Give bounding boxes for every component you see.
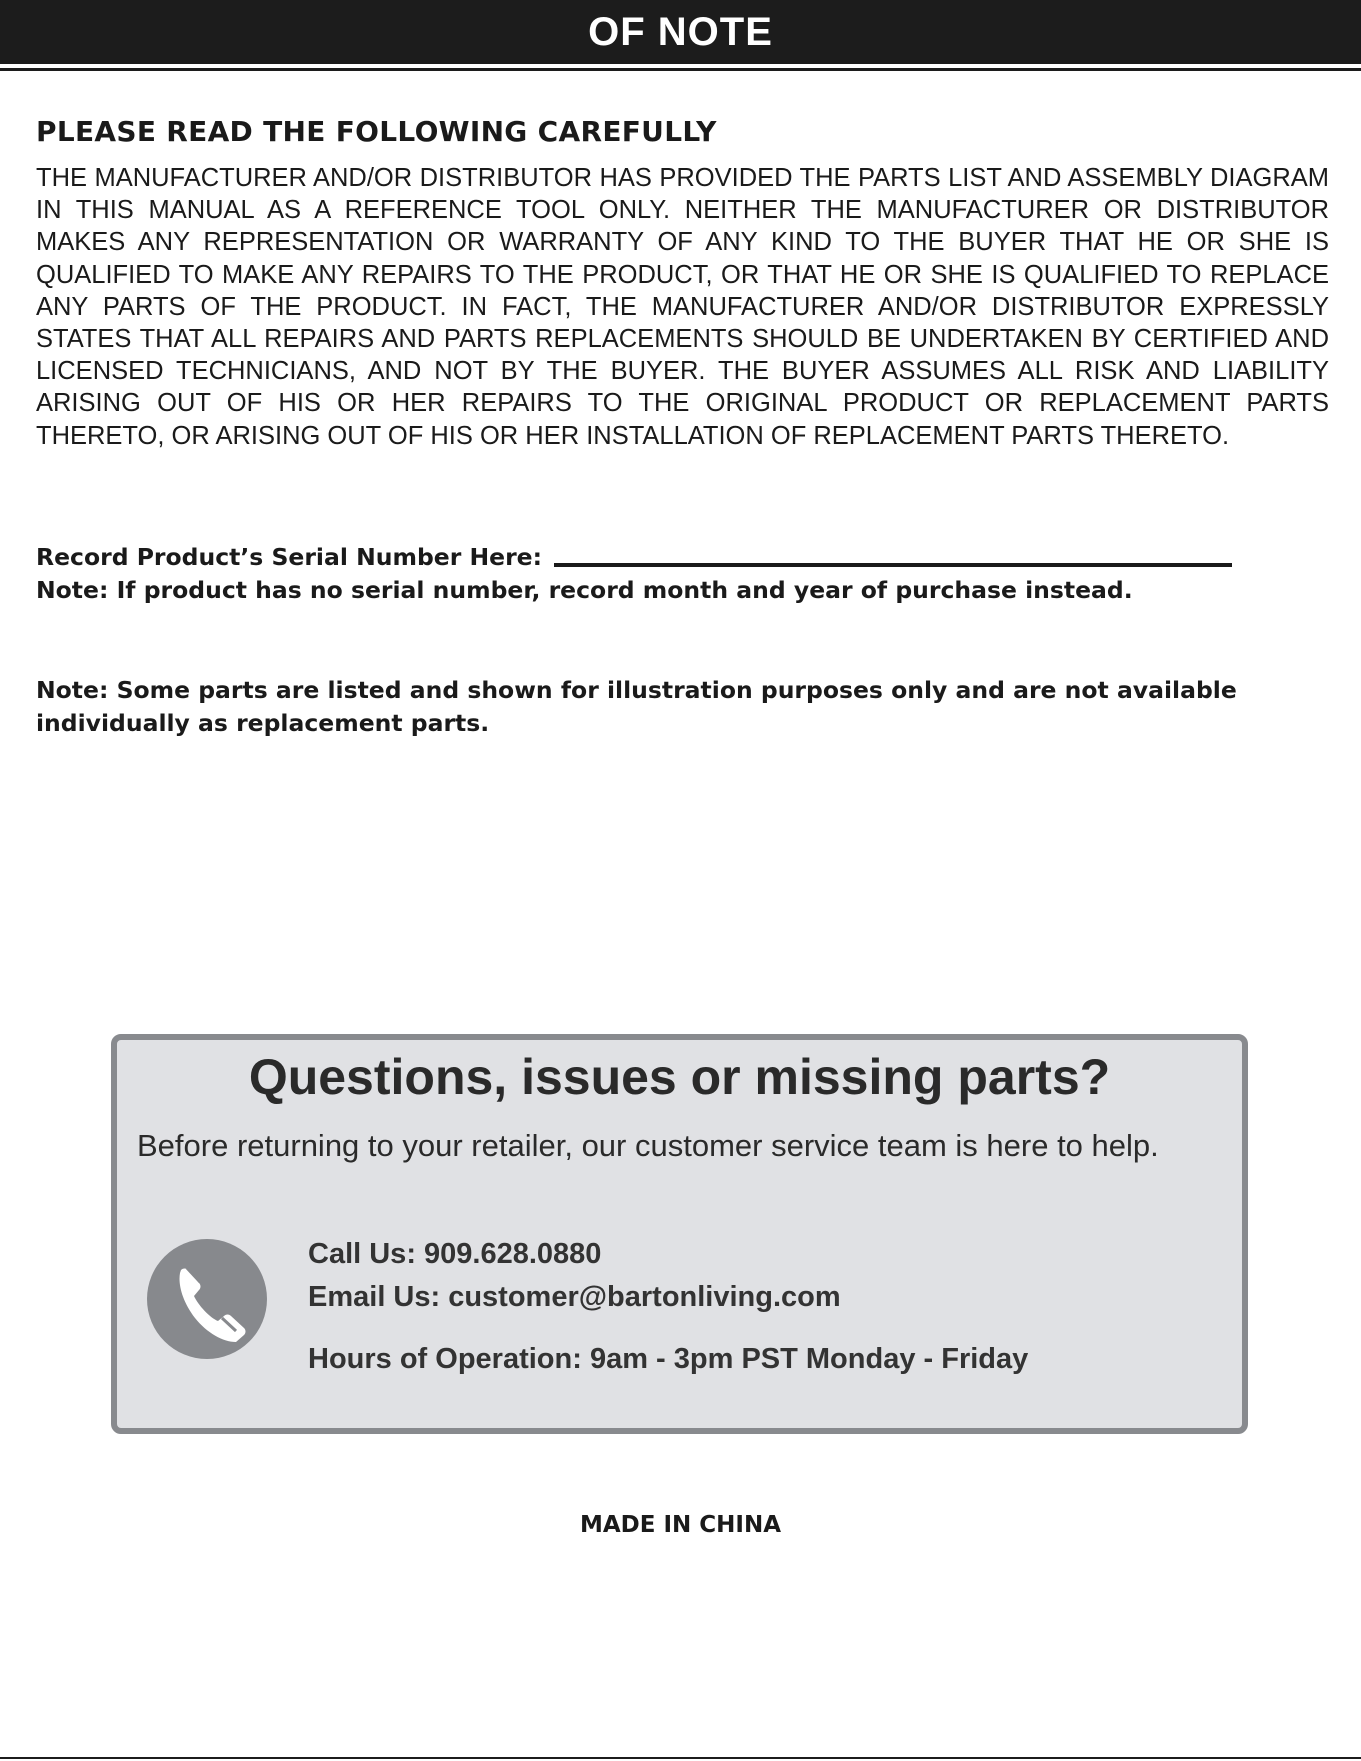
page-title: OF NOTE xyxy=(588,9,773,54)
section-heading: PLEASE READ THE FOLLOWING CAREFULLY xyxy=(36,115,717,148)
header-divider xyxy=(0,68,1361,71)
serial-number-row xyxy=(36,543,1232,571)
serial-number-note: Note: If product has no serial number, record month and year of purchase instead. xyxy=(36,576,1133,604)
help-title: Questions, issues or missing parts? xyxy=(248,1049,1111,1105)
header-bar xyxy=(0,0,1361,64)
serial-number-label: Record Product’s Serial Number Here: xyxy=(36,543,543,571)
made-in-label: MADE IN CHINA xyxy=(579,1512,782,1538)
customer-service-box xyxy=(111,1034,1248,1434)
parts-note: Note: Some parts are listed and shown for illustration purposes only and are not available individually as replacement parts. xyxy=(36,676,1237,737)
phone-icon xyxy=(147,1239,267,1359)
disclaimer-text: THE MANUFACTURER AND/OR DISTRIBUTOR HAS PROVIDED THE PARTS LIST AND ASSEMBLY DIAGRAM IN THIS MANUAL AS A REFERENCE TOOL ONLY. NEITHER THE MANUFACTURER OR DISTRIBUTOR MAKES ANY REPRESENTATION OR WARRANTY OF ANY KIND TO THE BUYER THAT HE OR SHE IS QUALIFIED TO MAKE ANY REPAIRS TO THE PRODUCT, OR THAT HE OR SHE IS QUALIFIED TO REPLACE ANY PARTS OF THE PRODUCT. IN FACT, THE MANUFACTURER AND/OR DISTRIBUTOR EXPRESSLY STATES THAT ALL REPAIRS AND PARTS REPLACEMENTS SHOULD BE UNDERTAKEN BY CERTIFIED AND LICENSED TECHNICIANS, AND NOT BY THE BUYER. THE BUYER ASSUMES ALL RISK AND LIABILITY ARISING OUT OF HIS OR HER REPAIRS TO THE ORIGINAL PRODUCT OR REPLACEMENT PARTS THERETO, OR ARISING OUT OF HIS OR HER INSTALLATION OF REPLACEMENT PARTS THERETO. xyxy=(36,164,1329,450)
footer-divider xyxy=(0,1757,1361,1759)
hours-text: Hours of Operation: 9am - 3pm PST Monday - Friday xyxy=(308,1343,1029,1375)
help-subtitle: Before returning to your retailer, our customer service team is here to help. xyxy=(137,1128,1159,1163)
email-us-text: Email Us: customer@bartonliving.com xyxy=(308,1281,841,1313)
call-us-text: Call Us: 909.628.0880 xyxy=(308,1238,602,1270)
serial-number-line xyxy=(554,563,1232,567)
